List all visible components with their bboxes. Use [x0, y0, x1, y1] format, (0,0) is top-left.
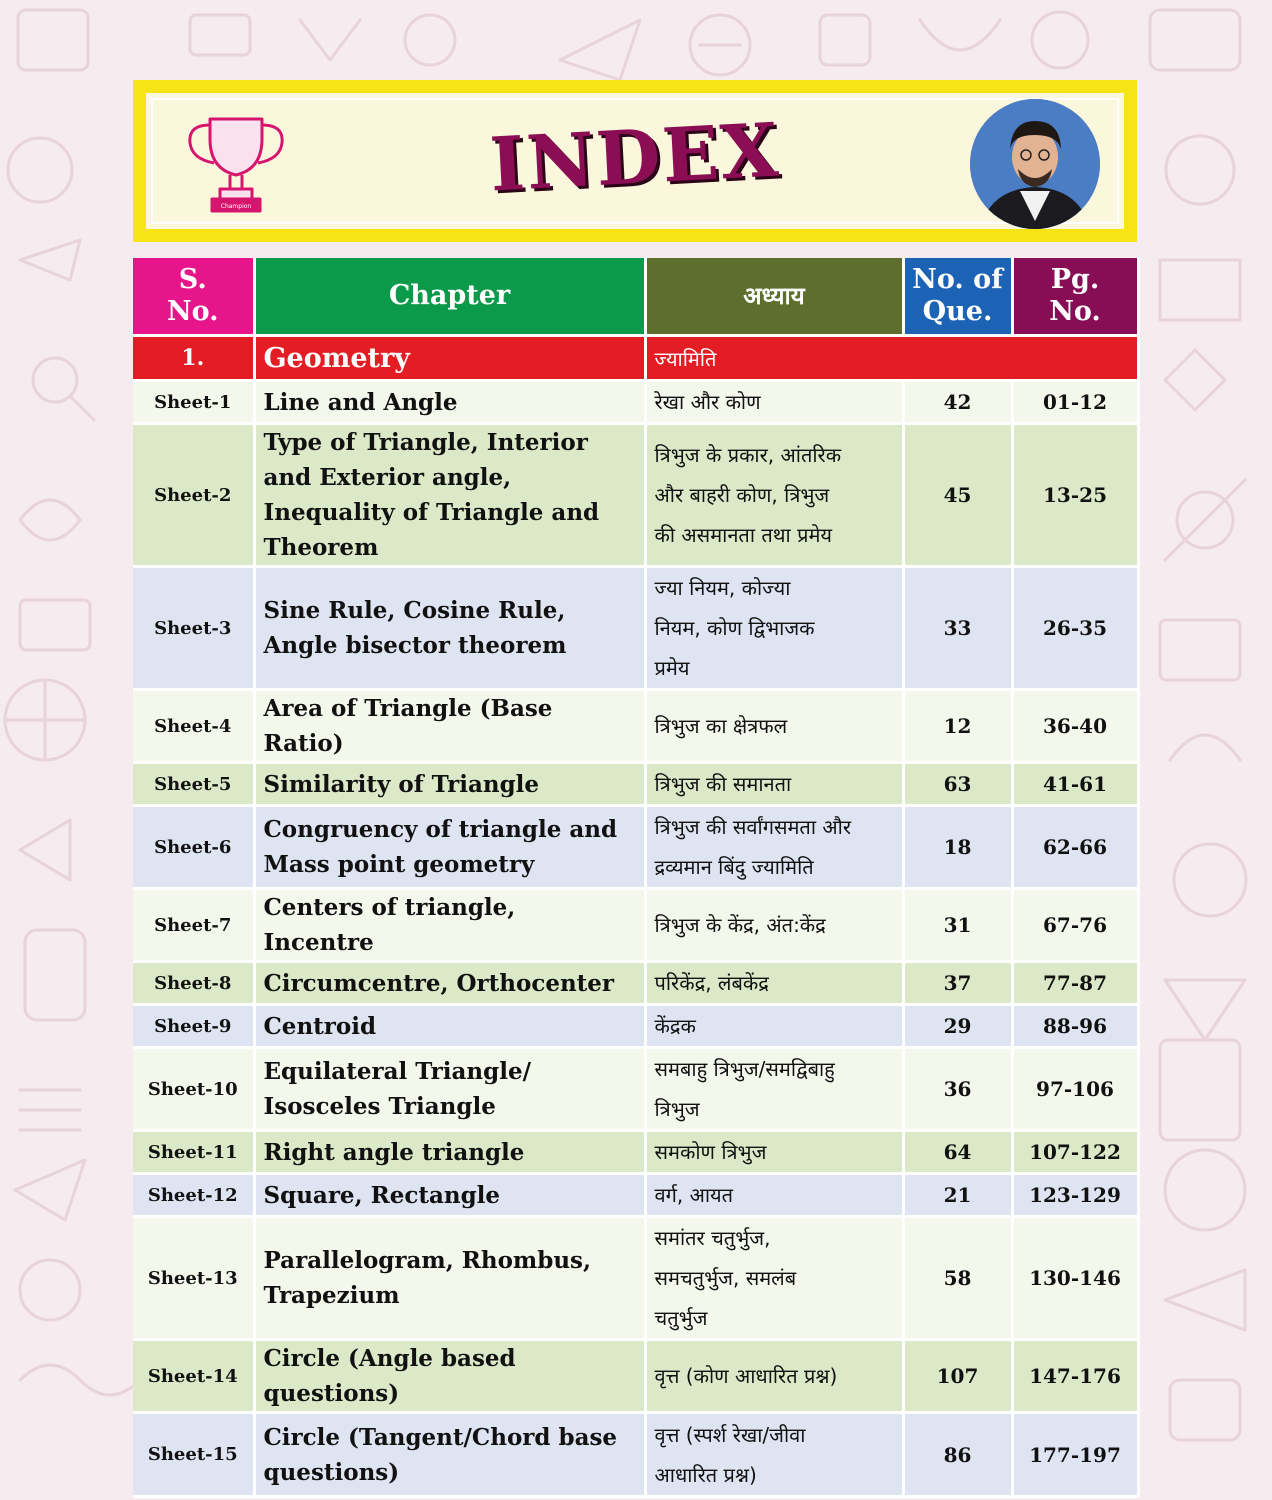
sheet-hindi-line: वृत्त (स्पर्श रेखा/जीवा — [654, 1422, 806, 1447]
sheet-hindi-topic — [645, 381, 903, 424]
sheet-number: Sheet-4 — [133, 690, 254, 763]
page-range: 26-35 — [1012, 567, 1138, 690]
table-row — [133, 1340, 1138, 1413]
sheet-hindi-line: प्रमेय — [654, 656, 690, 680]
sheet-topic — [254, 1174, 645, 1217]
table-row — [133, 806, 1138, 889]
sheet-hindi-line: त्रिभुज के प्रकार, आंतरिक — [654, 443, 842, 467]
sheet-topic — [254, 424, 645, 567]
page-range: 130-146 — [1012, 1217, 1138, 1340]
page-range: 177-197 — [1012, 1413, 1138, 1497]
sheet-hindi-line: त्रिभुज की समानता — [654, 772, 792, 796]
sheet-topic-line: Type of Triangle, Interior — [263, 429, 588, 456]
table-row — [133, 567, 1138, 690]
question-count: 42 — [903, 381, 1012, 424]
sheet-topic-line: Incentre — [263, 929, 374, 956]
question-count: 37 — [903, 962, 1012, 1005]
sheet-hindi-line: समकोण त्रिभुज — [654, 1140, 767, 1164]
sheet-topic-line: Square, Rectangle — [263, 1181, 501, 1209]
sheet-topic-line: Isosceles Triangle — [263, 1093, 496, 1120]
author-avatar — [970, 99, 1100, 229]
sheet-hindi-line: त्रिभुज के केंद्र, अंत:केंद्र — [654, 913, 826, 937]
page-range: 01-12 — [1012, 381, 1138, 424]
sheet-topic — [254, 1340, 645, 1413]
page-range: 88-96 — [1012, 1005, 1138, 1048]
sheet-hindi-line: त्रिभुज की सर्वांगसमता और — [654, 815, 852, 839]
page-range: 97-106 — [1012, 1048, 1138, 1131]
sheet-hindi-line: त्रिभुज — [654, 1097, 700, 1121]
page-range: 13-25 — [1012, 424, 1138, 567]
question-count: 18 — [903, 806, 1012, 889]
chapter-number: 1. — [133, 336, 254, 381]
sheet-hindi-line: समांतर चतुर्भुज, — [654, 1226, 771, 1250]
table-row — [133, 690, 1138, 763]
column-hindi-chapter: अध्याय — [645, 258, 903, 336]
sheet-topic — [254, 1005, 645, 1048]
column-serial-number: S. No. — [133, 258, 254, 336]
question-count: 36 — [903, 1048, 1012, 1131]
sheet-hindi-topic — [645, 1217, 903, 1340]
sheet-topic-line: Right angle triangle — [263, 1138, 525, 1166]
sheet-topic-line: questions) — [263, 1458, 400, 1486]
sheet-topic — [254, 690, 645, 763]
question-count: 33 — [903, 567, 1012, 690]
sheet-number: Sheet-15 — [133, 1413, 254, 1497]
sheet-number: Sheet-13 — [133, 1217, 254, 1340]
page-range: 123-129 — [1012, 1174, 1138, 1217]
sheet-topic — [254, 962, 645, 1005]
sheet-topic — [254, 763, 645, 806]
sheet-hindi-line: समबाहु त्रिभुज/समद्विबाहु — [654, 1057, 835, 1081]
sheet-hindi-line: आधारित प्रश्न) — [654, 1462, 757, 1487]
sheet-number: Sheet-7 — [133, 889, 254, 962]
sheet-topic — [254, 889, 645, 962]
sheet-hindi-line: वर्ग, आयत — [654, 1183, 734, 1207]
question-count: 21 — [903, 1174, 1012, 1217]
table-row — [133, 1217, 1138, 1340]
sheet-number: Sheet-3 — [133, 567, 254, 690]
sheet-topic-line: Equilateral Triangle/ — [263, 1058, 532, 1085]
sheet-hindi-line: नियम, कोण द्विभाजक — [654, 616, 815, 640]
sheet-topic-line: Similarity of Triangle — [263, 770, 540, 798]
sheet-topic-line: Circle (Angle based questions) — [263, 1345, 516, 1407]
sheet-hindi-topic — [645, 1005, 903, 1048]
sheet-hindi-topic — [645, 1131, 903, 1174]
sheet-topic-line: Parallelogram, Rhombus, — [263, 1247, 592, 1274]
sheet-hindi-line: समचतुर्भुज, समलंब — [654, 1266, 797, 1290]
sheet-hindi-line: वृत्त (कोण आधारित प्रश्न) — [654, 1364, 838, 1388]
question-count: 29 — [903, 1005, 1012, 1048]
sheet-hindi-line: परिकेंद्र, लंबकेंद्र — [654, 971, 769, 995]
sheet-topic — [254, 567, 645, 690]
sheet-topic-line: and Exterior angle, — [263, 464, 512, 491]
sheet-topic-line: Ratio) — [263, 730, 344, 757]
table-row — [133, 763, 1138, 806]
table-row — [133, 1048, 1138, 1131]
table-row — [133, 1174, 1138, 1217]
question-count: 86 — [903, 1413, 1012, 1497]
chapter-title: Geometry — [254, 336, 645, 381]
sheet-topic — [254, 1048, 645, 1131]
table-row — [133, 962, 1138, 1005]
sheet-hindi-line: द्रव्यमान बिंदु ज्यामिति — [654, 855, 814, 879]
question-count: 12 — [903, 690, 1012, 763]
sheet-number: Sheet-1 — [133, 381, 254, 424]
sheet-hindi-topic — [645, 763, 903, 806]
sheet-number: Sheet-10 — [133, 1048, 254, 1131]
table-row — [133, 1005, 1138, 1048]
sheet-hindi-topic — [645, 806, 903, 889]
sheet-hindi-topic — [645, 1413, 903, 1497]
sheet-hindi-topic — [645, 889, 903, 962]
sheet-hindi-line: और बाहरी कोण, त्रिभुज — [654, 483, 830, 507]
chapter-hindi-title: ज्यामिति — [645, 336, 1138, 381]
sheet-number: Sheet-12 — [133, 1174, 254, 1217]
question-count: 45 — [903, 424, 1012, 567]
sheet-topic-line: Area of Triangle (Base — [263, 695, 553, 722]
sheet-topic — [254, 381, 645, 424]
sheet-topic — [254, 1413, 645, 1497]
question-count: 63 — [903, 763, 1012, 806]
sheet-topic-line: Centroid — [263, 1012, 377, 1040]
question-count: 58 — [903, 1217, 1012, 1340]
sheet-hindi-line: केंद्रक — [654, 1014, 696, 1038]
sheet-topic — [254, 806, 645, 889]
table-row — [133, 381, 1138, 424]
sheet-hindi-line: ज्या नियम, कोज्या — [654, 576, 791, 600]
table-row — [133, 889, 1138, 962]
question-count: 64 — [903, 1131, 1012, 1174]
sheet-number: Sheet-9 — [133, 1005, 254, 1048]
page-range: 67-76 — [1012, 889, 1138, 962]
question-count: 31 — [903, 889, 1012, 962]
sheet-topic-line: Sine Rule, Cosine Rule, — [263, 597, 566, 624]
sheet-topic-line: Inequality of Triangle and — [263, 499, 600, 526]
sheet-hindi-topic — [645, 962, 903, 1005]
sheet-topic-line: Line and Angle — [263, 388, 458, 416]
page-range: 107-122 — [1012, 1131, 1138, 1174]
sheet-topic — [254, 1131, 645, 1174]
sheet-topic-line: Centers of triangle, — [263, 894, 516, 921]
index-table — [133, 258, 1140, 1498]
sheet-hindi-topic — [645, 567, 903, 690]
sheet-hindi-topic — [645, 1048, 903, 1131]
sheet-hindi-line: त्रिभुज का क्षेत्रफल — [654, 714, 788, 738]
sheet-topic-line: Theorem — [263, 534, 379, 561]
column-question-count: No. of Que. — [903, 258, 1012, 336]
sheet-number: Sheet-11 — [133, 1131, 254, 1174]
column-chapter: Chapter — [254, 258, 645, 336]
sheet-hindi-line: चतुर्भुज — [654, 1306, 708, 1330]
header-banner — [143, 90, 1127, 232]
sheet-topic-line: Mass point geometry — [263, 851, 535, 878]
index-header — [133, 80, 1137, 242]
page-range: 77-87 — [1012, 962, 1138, 1005]
sheet-topic — [254, 1217, 645, 1340]
chapter-row — [133, 336, 1138, 381]
sheet-topic-line: Trapezium — [263, 1282, 400, 1309]
sheet-hindi-topic — [645, 424, 903, 567]
column-page-numbers: Pg. No. — [1012, 258, 1138, 336]
table-row — [133, 1131, 1138, 1174]
table-row — [133, 1413, 1138, 1497]
table-header-row — [133, 258, 1138, 336]
sheet-hindi-topic — [645, 1174, 903, 1217]
page-range: 147-176 — [1012, 1340, 1138, 1413]
sheet-hindi-line: रेखा और कोण — [654, 390, 761, 414]
table-row — [133, 424, 1138, 567]
question-count: 107 — [903, 1340, 1012, 1413]
sheet-topic-line: Circle (Tangent/Chord base — [263, 1423, 618, 1451]
sheet-hindi-topic — [645, 690, 903, 763]
page-range: 41-61 — [1012, 763, 1138, 806]
sheet-topic-line: Circumcentre, Orthocenter — [263, 969, 615, 997]
trophy-caption: Champion — [220, 203, 252, 210]
sheet-number: Sheet-14 — [133, 1340, 254, 1413]
page-range: 62-66 — [1012, 806, 1138, 889]
sheet-number: Sheet-5 — [133, 763, 254, 806]
sheet-number: Sheet-2 — [133, 424, 254, 567]
page-title: INDEX — [487, 107, 783, 209]
sheet-hindi-topic — [645, 1340, 903, 1413]
sheet-number: Sheet-8 — [133, 962, 254, 1005]
sheet-topic-line: Congruency of triangle and — [263, 816, 618, 843]
sheet-number: Sheet-6 — [133, 806, 254, 889]
sheet-topic-line: Angle bisector theorem — [263, 632, 567, 659]
sheet-hindi-line: की असमानता तथा प्रमेय — [654, 523, 833, 547]
page-range: 36-40 — [1012, 690, 1138, 763]
